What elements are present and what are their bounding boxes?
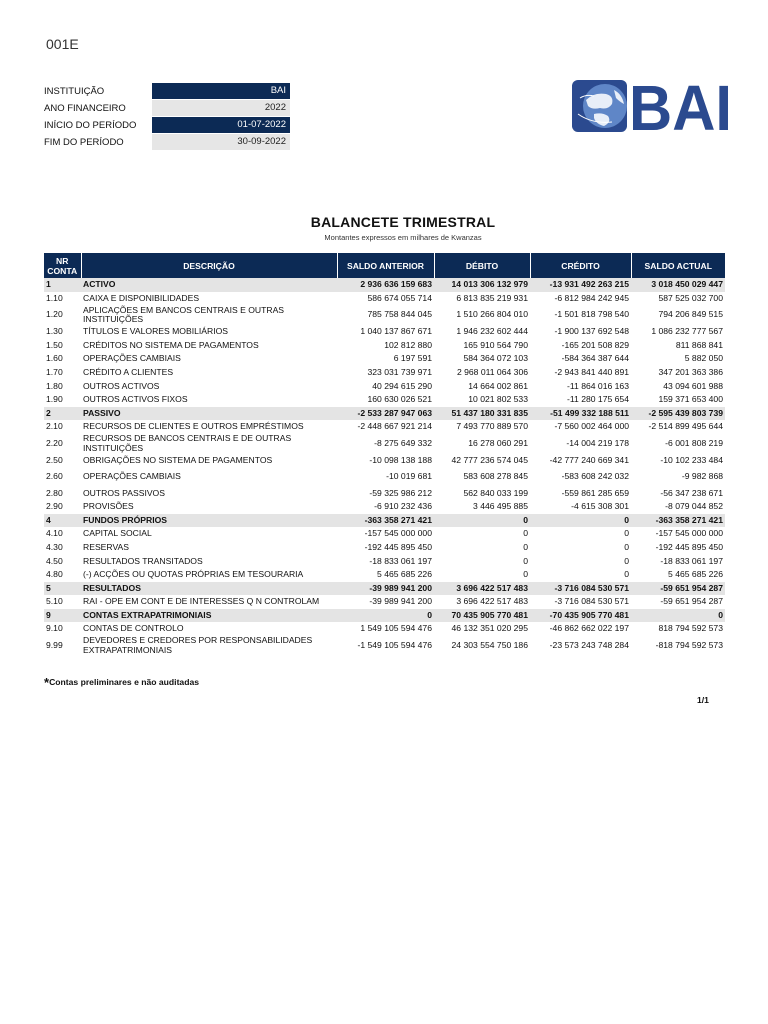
account-description: CONTAS DE CONTROLO bbox=[83, 623, 184, 634]
saldo-actual-cell: -157 545 000 000 bbox=[655, 528, 723, 539]
saldo-anterior-cell: 40 294 615 290 bbox=[372, 380, 432, 391]
table-row bbox=[44, 500, 725, 514]
table-row bbox=[44, 352, 725, 366]
account-description: RESULTADOS bbox=[81, 582, 337, 596]
account-number: 4.80 bbox=[46, 569, 63, 580]
table-section-row bbox=[44, 278, 725, 292]
saldo-anterior-cell: -8 275 649 332 bbox=[374, 438, 432, 449]
saldo-anterior-cell: -10 098 138 188 bbox=[369, 454, 432, 465]
table-header-row bbox=[44, 253, 725, 278]
debito-cell: 10 021 802 533 bbox=[468, 394, 528, 405]
period-end-label: FIM DO PERÍODO bbox=[44, 136, 124, 148]
period-start-value: 01-07-2022 bbox=[152, 117, 290, 133]
account-description: CAPITAL SOCIAL bbox=[83, 528, 152, 539]
credito-cell: 0 bbox=[624, 569, 629, 580]
table-row bbox=[44, 292, 725, 306]
account-description: FUNDOS PRÓPRIOS bbox=[81, 514, 337, 528]
table-row bbox=[44, 622, 725, 636]
credito-cell: -2 943 841 440 891 bbox=[554, 366, 629, 377]
year-label: ANO FINANCEIRO bbox=[44, 102, 126, 114]
saldo-anterior-cell: 0 bbox=[337, 609, 434, 623]
saldo-actual-cell: -2 514 899 495 644 bbox=[648, 421, 723, 432]
saldo-actual-cell: 347 201 363 386 bbox=[658, 366, 723, 377]
table-row bbox=[44, 325, 725, 339]
saldo-actual-cell: 818 794 592 573 bbox=[658, 623, 723, 634]
table-row bbox=[44, 454, 725, 468]
credito-cell: -13 931 492 263 215 bbox=[530, 278, 631, 292]
credito-cell: -11 280 175 654 bbox=[567, 394, 629, 405]
table-row bbox=[44, 636, 725, 656]
header-credito: CRÉDITO bbox=[530, 253, 631, 278]
saldo-actual-cell: 5 465 685 226 bbox=[668, 569, 723, 580]
credito-cell: -46 862 662 022 197 bbox=[549, 623, 629, 634]
account-description: CRÉDITO A CLIENTES bbox=[83, 366, 174, 377]
saldo-actual-cell: -2 595 439 803 739 bbox=[631, 407, 725, 421]
saldo-anterior-cell: 160 630 026 521 bbox=[367, 394, 432, 405]
debito-cell: 3 696 422 517 483 bbox=[434, 582, 530, 596]
debito-cell: 6 813 835 219 931 bbox=[456, 292, 528, 303]
table-section-row bbox=[44, 514, 725, 528]
period-end-value: 30-09-2022 bbox=[152, 134, 290, 150]
table-row bbox=[44, 380, 725, 394]
saldo-anterior-cell: 785 758 844 045 bbox=[367, 309, 432, 320]
credito-cell: -23 573 243 748 284 bbox=[549, 640, 629, 651]
saldo-actual-cell: 159 371 653 400 bbox=[658, 394, 723, 405]
account-description: (-) ACÇÕES OU QUOTAS PRÓPRIAS EM TESOURARIA bbox=[83, 569, 304, 580]
debito-cell: 0 bbox=[523, 555, 528, 566]
footnote-star: * bbox=[44, 675, 50, 690]
saldo-actual-cell: 3 018 450 029 447 bbox=[631, 278, 725, 292]
credito-cell: -11 864 016 163 bbox=[567, 380, 629, 391]
account-number: 4.50 bbox=[46, 555, 63, 566]
credito-cell: -1 900 137 692 548 bbox=[554, 326, 629, 337]
account-number: 9.10 bbox=[46, 623, 63, 634]
debito-cell: 583 608 278 845 bbox=[463, 471, 528, 482]
account-number: 1.30 bbox=[46, 326, 63, 337]
account-number: 2.80 bbox=[46, 487, 63, 498]
account-number: 1.20 bbox=[46, 309, 63, 320]
saldo-actual-cell: -818 794 592 573 bbox=[655, 640, 723, 651]
year-row bbox=[44, 100, 290, 116]
credito-cell: -4 615 308 301 bbox=[571, 501, 629, 512]
institution-row bbox=[44, 83, 290, 99]
debito-cell: 46 132 351 020 295 bbox=[451, 623, 528, 634]
account-number: 9.99 bbox=[46, 640, 63, 651]
saldo-anterior-cell: -39 989 941 200 bbox=[369, 596, 432, 607]
saldo-actual-cell: 811 868 841 bbox=[675, 339, 723, 350]
account-description: OUTROS ACTIVOS bbox=[83, 380, 160, 391]
credito-cell: -6 812 984 242 945 bbox=[554, 292, 629, 303]
saldo-actual-cell: -8 079 044 852 bbox=[665, 501, 723, 512]
account-description: APLICAÇÕES EM BANCOS CENTRAIS E OUTRAS INSTITUIÇÕES bbox=[83, 304, 285, 325]
account-number: 9 bbox=[44, 609, 81, 623]
debito-cell: 1 510 266 804 010 bbox=[456, 309, 528, 320]
debito-cell: 14 013 306 132 979 bbox=[434, 278, 530, 292]
debito-cell: 51 437 180 331 835 bbox=[434, 407, 530, 421]
saldo-actual-cell: 5 882 050 bbox=[684, 353, 723, 364]
account-description: OUTROS ACTIVOS FIXOS bbox=[83, 394, 188, 405]
account-number: 4.10 bbox=[46, 528, 63, 539]
table-row bbox=[44, 555, 725, 569]
credito-cell: -559 861 285 659 bbox=[561, 487, 629, 498]
saldo-anterior-cell: -18 833 061 197 bbox=[369, 555, 432, 566]
saldo-actual-cell: -18 833 061 197 bbox=[660, 555, 723, 566]
account-description: TÍTULOS E VALORES MOBILIÁRIOS bbox=[83, 326, 229, 337]
metadata-panel bbox=[44, 83, 290, 151]
saldo-anterior-cell: 102 812 880 bbox=[384, 339, 432, 350]
debito-cell: 3 446 495 885 bbox=[473, 501, 528, 512]
credito-cell: 0 bbox=[624, 555, 629, 566]
debito-cell: 2 968 011 064 306 bbox=[456, 366, 528, 377]
saldo-actual-cell: -56 347 238 671 bbox=[660, 487, 723, 498]
account-description: RECURSOS DE CLIENTES E OUTROS EMPRÉSTIMOS bbox=[83, 421, 304, 432]
table-row bbox=[44, 420, 725, 434]
account-number: 5 bbox=[44, 582, 81, 596]
credito-cell: -7 560 002 464 000 bbox=[554, 421, 629, 432]
debito-cell: 3 696 422 517 483 bbox=[456, 596, 528, 607]
saldo-anterior-cell: -1 549 105 594 476 bbox=[357, 640, 432, 651]
year-value: 2022 bbox=[152, 100, 290, 116]
table-body bbox=[44, 278, 725, 656]
report-title: BALANCETE TRIMESTRAL bbox=[310, 214, 496, 230]
header-nr-conta: NR CONTA bbox=[44, 253, 81, 278]
account-number: 2 bbox=[44, 407, 81, 421]
account-description: CRÉDITOS NO SISTEMA DE PAGAMENTOS bbox=[83, 339, 259, 350]
period-end-row bbox=[44, 134, 290, 150]
debito-cell: 7 493 770 889 570 bbox=[456, 421, 528, 432]
credito-cell: -165 201 508 829 bbox=[561, 339, 629, 350]
saldo-actual-cell: 587 525 032 700 bbox=[658, 292, 723, 303]
saldo-anterior-cell: -59 325 986 212 bbox=[369, 487, 432, 498]
debito-cell: 584 364 072 103 bbox=[463, 353, 528, 364]
account-number: 1.60 bbox=[46, 353, 63, 364]
saldo-anterior-cell: 1 549 105 594 476 bbox=[360, 623, 432, 634]
table-row bbox=[44, 595, 725, 609]
table-row bbox=[44, 339, 725, 353]
debito-cell: 165 910 564 790 bbox=[463, 339, 528, 350]
credito-cell: -583 608 242 032 bbox=[561, 471, 629, 482]
table-row bbox=[44, 487, 725, 501]
account-description: OBRIGAÇÕES NO SISTEMA DE PAGAMENTOS bbox=[83, 454, 273, 465]
account-number: 2.10 bbox=[46, 421, 63, 432]
account-number: 1 bbox=[44, 278, 81, 292]
credito-cell: 0 bbox=[530, 514, 631, 528]
saldo-actual-cell: 794 206 849 515 bbox=[658, 309, 723, 320]
table-row bbox=[44, 468, 725, 487]
saldo-actual-cell: 43 094 601 988 bbox=[663, 380, 723, 391]
saldo-anterior-cell: -6 910 232 436 bbox=[374, 501, 432, 512]
table-row bbox=[44, 366, 725, 380]
report-subtitle: Montantes expressos em milhares de Kwanzas bbox=[324, 233, 482, 242]
credito-cell: -584 364 387 644 bbox=[561, 353, 629, 364]
account-number: 4 bbox=[44, 514, 81, 528]
saldo-actual-cell: -9 982 868 bbox=[681, 471, 723, 482]
saldo-actual-cell: -59 651 954 287 bbox=[631, 582, 725, 596]
period-start-row bbox=[44, 117, 290, 133]
debito-cell: 42 777 236 574 045 bbox=[451, 454, 528, 465]
saldo-actual-cell: 1 086 232 777 567 bbox=[651, 326, 723, 337]
credito-cell: -1 501 818 798 540 bbox=[554, 309, 629, 320]
footnote-text: Contas preliminares e não auditadas bbox=[49, 677, 200, 687]
table-row bbox=[44, 393, 725, 407]
account-number: 1.80 bbox=[46, 380, 63, 391]
saldo-anterior-cell: 586 674 055 714 bbox=[367, 292, 432, 303]
header-saldo-actual: SALDO ACTUAL bbox=[631, 253, 725, 278]
institution-label: INSTITUIÇÃO bbox=[44, 85, 105, 97]
saldo-anterior-cell: -192 445 895 450 bbox=[364, 541, 432, 552]
institution-value: BAI bbox=[152, 83, 290, 99]
debito-cell: 0 bbox=[523, 569, 528, 580]
table-section-row bbox=[44, 407, 725, 421]
debito-cell: 16 278 060 291 bbox=[468, 438, 528, 449]
saldo-actual-cell: -10 102 233 484 bbox=[660, 454, 723, 465]
account-number: 4.30 bbox=[46, 541, 63, 552]
saldo-anterior-cell: -363 358 271 421 bbox=[337, 514, 434, 528]
credito-cell: 0 bbox=[624, 528, 629, 539]
account-description: RESERVAS bbox=[83, 541, 130, 552]
account-description: RESULTADOS TRANSITADOS bbox=[83, 555, 203, 566]
header-saldo-anterior: SALDO ANTERIOR bbox=[337, 253, 434, 278]
saldo-anterior-cell: 2 936 636 159 683 bbox=[337, 278, 434, 292]
account-number: 5.10 bbox=[46, 596, 63, 607]
saldo-anterior-cell: -2 448 667 921 214 bbox=[357, 421, 432, 432]
page-indicator: 1/1 bbox=[697, 695, 709, 705]
saldo-anterior-cell: -2 533 287 947 063 bbox=[337, 407, 434, 421]
document-code: 001E bbox=[46, 36, 79, 52]
account-description: OPERAÇÕES CAMBIAIS bbox=[83, 353, 181, 364]
table-row bbox=[44, 434, 725, 454]
saldo-anterior-cell: 323 031 739 971 bbox=[367, 366, 432, 377]
debito-cell: 1 946 232 602 444 bbox=[456, 326, 528, 337]
credito-cell: -3 716 084 530 571 bbox=[554, 596, 629, 607]
saldo-actual-cell: -363 358 271 421 bbox=[631, 514, 725, 528]
debito-cell: 562 840 033 199 bbox=[463, 487, 528, 498]
account-description: CONTAS EXTRAPATRIMONIAIS bbox=[81, 609, 337, 623]
credito-cell: 0 bbox=[624, 541, 629, 552]
account-number: 1.10 bbox=[46, 292, 63, 303]
account-description: RECURSOS DE BANCOS CENTRAIS E DE OUTRAS INSTITUIÇÕES bbox=[83, 433, 292, 453]
saldo-anterior-cell: -10 019 681 bbox=[386, 471, 432, 482]
account-number: 1.90 bbox=[46, 394, 63, 405]
debito-cell: 0 bbox=[523, 528, 528, 539]
credito-cell: -70 435 905 770 481 bbox=[530, 609, 631, 623]
account-description: DEVEDORES E CREDORES POR RESPONSABILIDADES EXTRAPATRIMONIAIS bbox=[83, 635, 313, 656]
credito-cell: -3 716 084 530 571 bbox=[530, 582, 631, 596]
credito-cell: -42 777 240 669 341 bbox=[549, 454, 629, 465]
saldo-anterior-cell: -39 989 941 200 bbox=[337, 582, 434, 596]
period-start-label: INÍCIO DO PERÍODO bbox=[44, 119, 137, 131]
debito-cell: 0 bbox=[434, 514, 530, 528]
logo-text: BAI bbox=[629, 80, 732, 134]
footnote bbox=[44, 675, 199, 690]
account-description: PASSIVO bbox=[81, 407, 337, 421]
table-section-row bbox=[44, 582, 725, 596]
table-section-row bbox=[44, 609, 725, 623]
account-description: OPERAÇÕES CAMBIAIS bbox=[83, 471, 181, 482]
account-number: 2.50 bbox=[46, 454, 63, 465]
saldo-actual-cell: 0 bbox=[631, 609, 725, 623]
account-description: RAI - OPE EM CONT E DE INTERESSES Q N CONTROLAM bbox=[83, 596, 320, 607]
account-description: PROVISÕES bbox=[83, 501, 134, 512]
account-number: 2.90 bbox=[46, 501, 63, 512]
globe-icon bbox=[572, 80, 627, 132]
debito-cell: 0 bbox=[523, 541, 528, 552]
debito-cell: 24 303 554 750 186 bbox=[451, 640, 528, 651]
header-descricao: DESCRIÇÃO bbox=[81, 253, 337, 278]
saldo-actual-cell: -59 651 954 287 bbox=[660, 596, 723, 607]
debito-cell: 14 664 002 861 bbox=[468, 380, 528, 391]
credito-cell: -51 499 332 188 511 bbox=[530, 407, 631, 421]
account-description: CAIXA E DISPONIBILIDADES bbox=[83, 292, 200, 303]
account-description: ACTIVO bbox=[81, 278, 337, 292]
bai-logo bbox=[572, 80, 732, 134]
header-debito: DÉBITO bbox=[434, 253, 530, 278]
saldo-anterior-cell: -157 545 000 000 bbox=[364, 528, 432, 539]
table-row bbox=[44, 305, 725, 325]
saldo-actual-cell: -192 445 895 450 bbox=[655, 541, 723, 552]
account-number: 2.20 bbox=[46, 438, 63, 449]
account-number: 1.70 bbox=[46, 366, 63, 377]
saldo-anterior-cell: 6 197 591 bbox=[393, 353, 432, 364]
credito-cell: -14 004 219 178 bbox=[566, 438, 629, 449]
saldo-anterior-cell: 5 465 685 226 bbox=[377, 569, 432, 580]
debito-cell: 70 435 905 770 481 bbox=[434, 609, 530, 623]
account-number: 1.50 bbox=[46, 339, 63, 350]
account-description: OUTROS PASSIVOS bbox=[83, 487, 165, 498]
account-number: 2.60 bbox=[46, 471, 63, 482]
saldo-actual-cell: -6 001 808 219 bbox=[665, 438, 723, 449]
table-row bbox=[44, 568, 725, 582]
table-row bbox=[44, 527, 725, 541]
table-row bbox=[44, 541, 725, 555]
saldo-anterior-cell: 1 040 137 867 671 bbox=[360, 326, 432, 337]
balance-table bbox=[44, 253, 725, 656]
